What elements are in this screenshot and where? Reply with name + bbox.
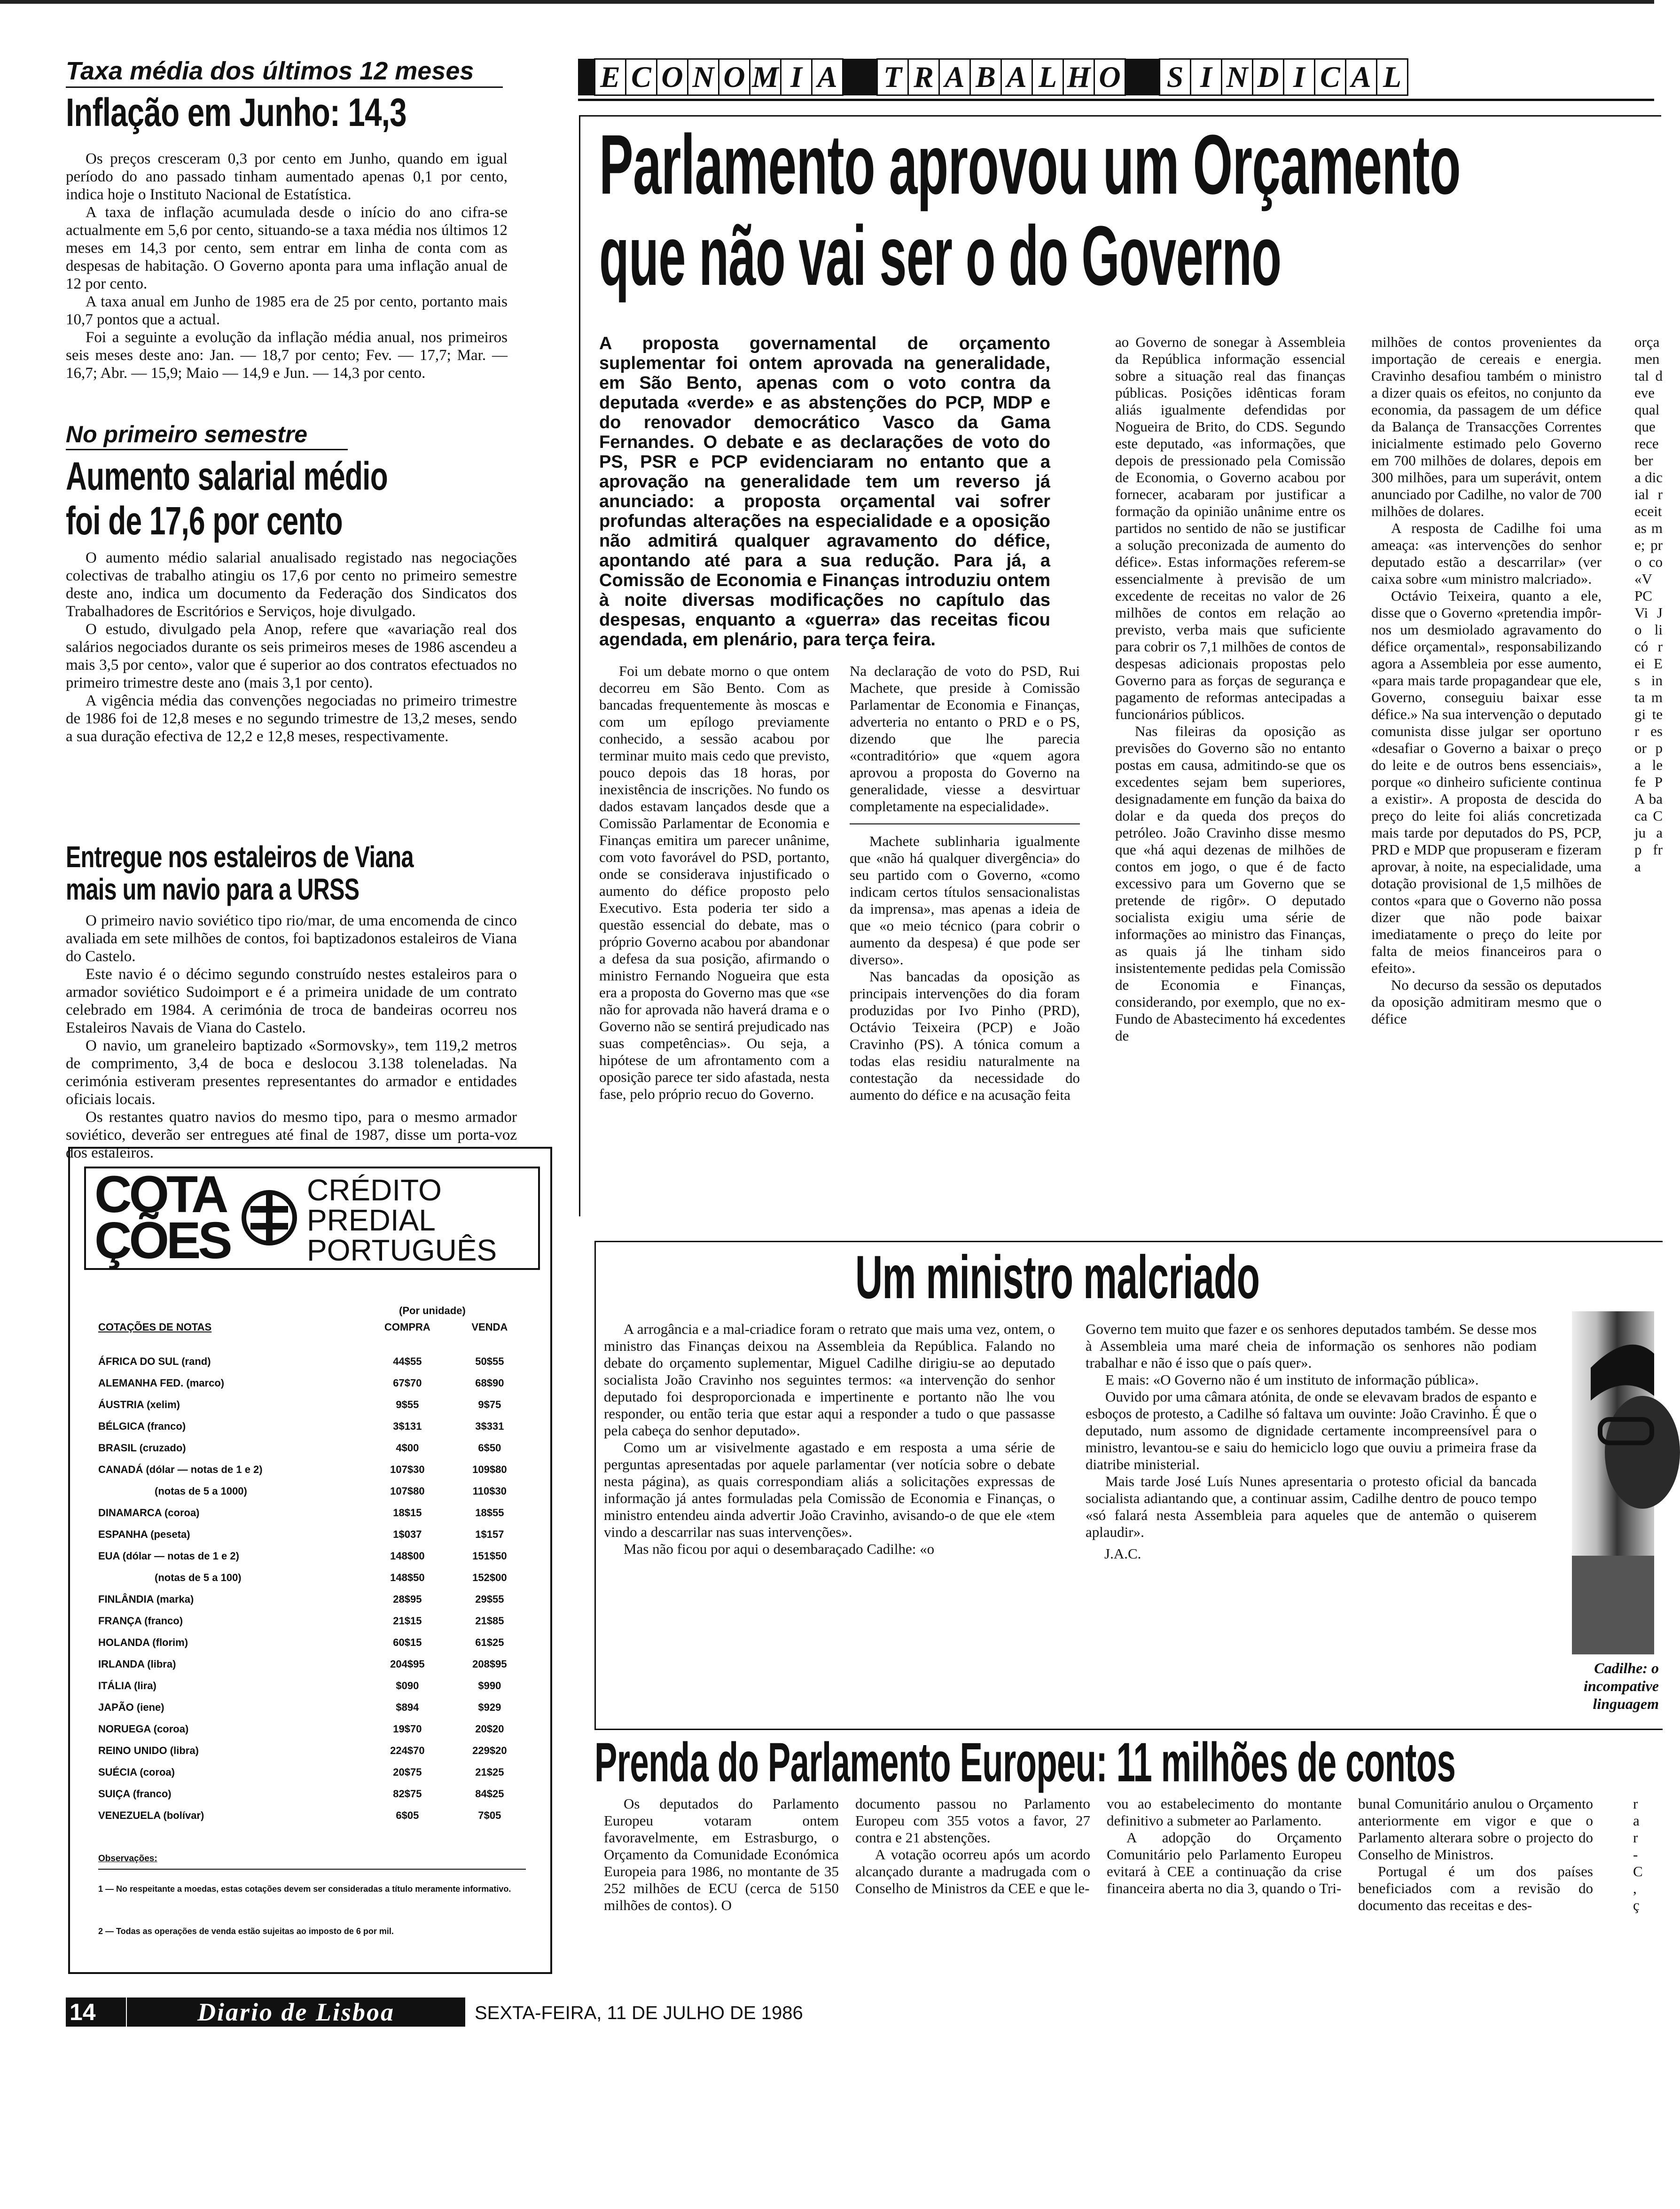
cell-buy: 28$95 <box>393 1593 422 1605</box>
banner-rule <box>578 99 1654 101</box>
cell-sell: 29$55 <box>475 1593 504 1605</box>
banner-letter: B <box>971 58 1002 96</box>
table-row <box>98 1631 526 1653</box>
europe-col-1 <box>604 1795 839 1914</box>
paragraph: Foi a seguinte a evolução da inflação média anual, nos primeiros seis meses deste ano: Jan. — 18,7 por cento; Fev. — 17,7; Mar. — 16,7; Abr. — 15,9; Maio — 14,9 e Jun. — 14,3 por cento. <box>66 329 508 382</box>
ship-article <box>66 841 517 1162</box>
main-headline-2: que não vai ser o do Governo <box>599 209 1281 303</box>
ministro-col-1 <box>604 1321 1055 1558</box>
banner-letter: H <box>1064 58 1095 96</box>
banner-separator <box>1126 59 1159 95</box>
inflation-body <box>66 150 508 382</box>
paragraph: A taxa anual em Junho de 1985 era de 25 por cento, portanto mais 10,7 pontos que a actual. <box>66 293 508 328</box>
paragraph: Como um ar visivelmente agastado e em resposta a uma série de perguntas apresentadas por aquele parlamentar (ver notícia sobre o debate nesta página), as quais correspondiam aliás a solicitações expressas de informação já antes formuladas pela Comissão de Economia e Finanças, o ministro entendeu ainda advertir João Cravinho, avisando-o de que ele «tem vindo a descarrilar nas suas intervenções». <box>604 1439 1055 1540</box>
table-row <box>98 1372 526 1394</box>
cell-sell: 3$331 <box>475 1420 504 1432</box>
ship-headline-2: mais um navio para a URSS <box>66 872 359 906</box>
paragraph: O aumento médio salarial anualisado registado nas negociações colectivas de trabalho atingiu os 17,6 por cento no primeiro semestre deste ano, indica um documento da Federação dos Sindicatos dos Trabalhadores de Escritórios e Serviços, hoje divulgado. <box>66 549 517 620</box>
cell-buy: $090 <box>396 1679 419 1692</box>
banner-letter: L <box>1033 58 1064 96</box>
cell-sell: 21$25 <box>475 1766 504 1778</box>
cell-name: ÁUSTRIA (xelim) <box>98 1398 180 1410</box>
cell-buy: 82$75 <box>393 1787 422 1800</box>
caption-line: incompative <box>1584 1677 1659 1694</box>
cell-name: DINAMARCA (coroa) <box>98 1506 200 1519</box>
table-row <box>98 1545 526 1567</box>
paragraph: Mais tarde José Luís Nunes apresentaria o protesto oficial da bancada socialista adiantando que, a continuar assim, Cadilhe dentro de pouco tempo «só falará nesta Assembleia para aqueles que de antemão o quiserem aplaudir». <box>1086 1473 1537 1540</box>
cell-buy: 107$80 <box>390 1485 425 1497</box>
cell-sell: 151$50 <box>472 1550 507 1562</box>
cell-name: NORUEGA (coroa) <box>98 1723 189 1735</box>
table-row <box>98 1761 526 1783</box>
ministro-col-2 <box>1086 1321 1537 1562</box>
banner-letter: T <box>876 58 909 96</box>
banner-word <box>594 58 844 96</box>
salary-headline-1: Aumento salarial médio <box>66 454 388 498</box>
cell-name: ALEMANHA FED. (marco) <box>98 1377 225 1389</box>
cell-buy: 20$75 <box>393 1766 422 1778</box>
cell-name: VENEZUELA (bolívar) <box>98 1809 204 1821</box>
cell-name: (notas de 5 a 100) <box>155 1571 242 1583</box>
cell-buy: 18$15 <box>393 1506 422 1519</box>
banner-letter: A <box>813 58 844 96</box>
cell-name: (notas de 5 a 1000) <box>155 1485 247 1497</box>
caption-line: linguagem <box>1593 1695 1659 1712</box>
banner-letter: I <box>1284 58 1315 96</box>
salary-kicker: No primeiro semestre <box>66 421 308 447</box>
cotacoes-box <box>68 1147 552 1974</box>
cell-name: ITÁLIA (lira) <box>98 1679 156 1692</box>
cell-name: IRLANDA (libra) <box>98 1658 176 1670</box>
cell-sell: 21$85 <box>475 1614 504 1627</box>
banner-letter: L <box>1377 58 1408 96</box>
cell-name: ESPANHA (peseta) <box>98 1528 190 1540</box>
cotacoes-title-1: COTA <box>94 1166 226 1223</box>
banner-letter: S <box>1159 58 1191 96</box>
paragraph: Mas não ficou por aqui o desembaraçado Cadilhe: «o <box>624 1541 935 1557</box>
cell-buy: $894 <box>396 1701 419 1713</box>
main-col-a <box>599 663 829 1103</box>
banner-letter: C <box>626 58 657 96</box>
banner-separator <box>844 59 876 95</box>
paragraph: Os deputados do Parlamento Europeu votaram ontem favoravelmente, em Estrasburgo, o Orçamento da Comunidade Económica Europeia para 1986, no montante de 35 252 milhões de ECU (cerca de 5150 milhões de contos). O <box>604 1795 839 1913</box>
table-row <box>98 1653 526 1675</box>
banner-letter: N <box>688 58 719 96</box>
column-rule <box>850 823 1080 824</box>
banner-letter: A <box>1346 58 1377 96</box>
page-number: 14 <box>66 1998 126 2027</box>
banner-letter: O <box>719 58 750 96</box>
cell-sell: 7$05 <box>478 1809 501 1821</box>
cell-sell: 6$50 <box>478 1441 501 1454</box>
cell-name: FINLÂNDIA (marka) <box>98 1593 194 1605</box>
cell-buy: 3$131 <box>393 1420 422 1432</box>
banner-word <box>876 58 1126 96</box>
paragraph: vou ao estabelecimento do montante definitivo a submeter ao Parlamento. <box>1107 1795 1342 1829</box>
cell-sell: $929 <box>478 1701 501 1713</box>
cell-sell: 61$25 <box>475 1636 504 1648</box>
banner-letter: A <box>940 58 971 96</box>
europe-col-3 <box>1107 1795 1342 1897</box>
cell-sell: 9$75 <box>478 1398 501 1410</box>
cell-buy: 6$05 <box>396 1809 419 1821</box>
cell-buy: 204$95 <box>390 1658 425 1670</box>
paragraph: A votação ocorreu após um acordo alcançado durante a madrugada com o Conselho de Ministros da CEE e que le- <box>855 1846 1090 1896</box>
paragraph: Os restantes quatro navios do mesmo tipo, para o mesmo armador soviético, deverão ser entregues até final de 1987, disse um porta-voz dos estaleiros. <box>66 1109 517 1161</box>
table-row <box>98 1415 526 1437</box>
masthead-logo: Diario de Lisboa <box>127 1998 465 2027</box>
table-row <box>98 1588 526 1610</box>
cell-name: HOLANDA (florim) <box>98 1636 188 1648</box>
main-lead: A proposta governamental de orçamento suplementar foi ontem aprovada na generalidade, em São Bento, apenas com o voto contra da deputada «verde» e as abstenções do PCP, MDP e do renovador democrático Vasco da Gama Fernandes. O debate e as declarações de voto do PS, PSR e PCP evidenciaram no entanto que a aprovação na generalidade tem um reverso já anunciado: a proposta orçamental vai sofrer profundas alterações na especialidade e a oposição não admitirá qualquer agravamento do défice, apontando até para a sua redução. Para já, a Comissão de Economia e Finanças introduziu ontem à noite diversas modificações no capítulo das despesas, enquanto a «guerra» das receitas ficou agendada, em plenário, para terça feira. <box>599 334 1050 650</box>
paragraph: A arrogância e a mal-criadice foram o retrato que mais uma vez, ontem, o ministro das Finanças deixou na Assembleia da República. Falando no debate do orçamento suplementar, Miguel Cadilhe dirigiu-se ao deputado socialista João Cravinho nos seguintes termos: «a intervenção do senhor deputado foi desproporcionada e impertinente e portanto não lhe vou responder, ou então teria que estar aqui a responder a tudo o que passasse pela cabeça do senhor deputado». <box>604 1321 1055 1439</box>
paragraph: Octávio Teixeira, quanto a ele, disse que o Governo «pretendia impôr-nos um desmiolado agravamento do défice orçamental», responsabilizando agora a Assembleia por esse aumento, «para mais tarde propagandear que ele, Governo, conseguiu baixar esse défice.» Na sua intervenção o deputado comunista disse julgar ser oportuno «desafiar o Governo a baixar o preço do leite e de outros bens essenciais», porque «o dinheiro suficiente continua a existir». A proposta de descida do preço do leite foi aliás concretizada mais tarde por deputados do PS, PCP, PRD e MDP que propuseram e fizeram aprovar, à noite, na especialidade, uma dotação provisional de 1,5 milhões de contos «para que o Governo não possa dizer que não pode baixar imediatamente o preço do leite por falta de meios financeiros para o efeito». <box>1371 588 1602 976</box>
per-unit-label: (Por unidade) <box>399 1305 466 1316</box>
footer <box>66 1998 1006 2030</box>
banner-letter: I <box>1191 58 1222 96</box>
cell-name: BRASIL (cruzado) <box>98 1441 186 1454</box>
photo-caption <box>1565 1659 1659 1713</box>
inflation-kicker: Taxa média dos últimos 12 meses <box>66 57 474 85</box>
col-header-sell: VENDA <box>471 1321 508 1333</box>
table-row <box>98 1675 526 1696</box>
cell-sell: 152$00 <box>472 1571 507 1583</box>
banner-letter: E <box>594 58 626 96</box>
paragraph: A taxa de inflação acumulada desde o início do ano cifra-se actualmente em 5,6 por cento, situando-se a taxa média nos últimos 12 meses em 14,3 por cento, sem entrar em linha de conta com as despesas de habitação. O Governo aponta para uma inflação anual de 12 por cento. <box>66 204 508 292</box>
cell-name: JAPÃO (iene) <box>98 1701 164 1713</box>
cell-name: REINO UNIDO (libra) <box>98 1744 199 1756</box>
paragraph: A vigência média das convenções negociadas no primeiro trimestre de 1986 foi de 12,8 meses e no segundo trimestre de 13,2 meses, sendo a sua duração efectiva de 12,2 e 12,8 meses, respectivamente. <box>66 692 517 745</box>
cell-sell: $990 <box>478 1679 501 1692</box>
banner-letter: N <box>1222 58 1253 96</box>
table-row <box>98 1480 526 1502</box>
table-row <box>98 1394 526 1415</box>
cell-buy: 9$55 <box>396 1398 419 1410</box>
cell-sell: 109$80 <box>472 1463 507 1475</box>
notes-title: Observações: <box>98 1854 157 1864</box>
paragraph: Foi um debate morno o que ontem decorreu em São Bento. Com as bancadas frequentemente às moscas e com um epílogo previamente conhecido, a sessão acabou por terminar muito mais cedo que previsto, pouco depois das 18 horas, por inexistência de inscrições. No fundo os dados estavam lançados desde que a Comissão Parlamentar de Economia e Finanças emitira um parecer unânime, com voto favorável do PSD, portanto, onde se considerava injustificado o aumento do défice proposto pelo Executivo. Esta poderia ter sido a questão essencial do debate, mas o próprio Governo acabou por abandonar a defesa da sua posição, afirmando o ministro Fernando Nogueira que esta era a proposta do Governo mas que «se não for aprovada não haverá drama e o Governo não se sentirá prejudicado nas suas competências». Ou seja, a hipótese de um afrontamento com a oposição parece ter sido afastada, nesta fase, pelo próprio recuo do Governo. <box>599 663 829 1102</box>
cell-buy: 4$00 <box>396 1441 419 1454</box>
table-row <box>98 1437 526 1458</box>
table-row <box>98 1458 526 1480</box>
table-row <box>98 1610 526 1631</box>
banner-separator <box>578 59 594 95</box>
paragraph: Ouvido por uma câmara atónita, de onde se elevavam brados de espanto e esboços de protesto, a Cadilhe só faltava um ouvinte: João Cravinho. É que o deputado, num assomo de dignidade certamente incompreensível para o ministro, levantou-se e saiu do hemiciclo logo que ouviu a primeira frase da diatribe ministerial. <box>1086 1388 1537 1473</box>
paragraph: Portugal é um dos países beneficiados com a revisão do documento das receitas e des- <box>1358 1863 1593 1913</box>
inflation-article <box>66 56 508 382</box>
cell-name: CANADÁ (dólar — notas de 1 e 2) <box>98 1463 263 1475</box>
cell-sell: 68$90 <box>475 1377 504 1389</box>
main-col-e-cut <box>1634 334 1663 1180</box>
bank-logo-icon <box>241 1183 297 1253</box>
cell-name: BÉLGICA (franco) <box>98 1420 186 1432</box>
paragraph: milhões de contos provenientes da importação de cereais e energia. Cravinho desafiou também o ministro a dizer quais os efeitos, no conjunto da economia, da passagem de um défice da Balança de Transacções Correntes inicialmente estimado pelo Governo em 700 milhões de dolares, depois em 300 milhões, para um superávit, ontem anunciado por Cadilhe, no valor de 700 milhões de dolares. <box>1371 334 1602 519</box>
banner-letter: M <box>750 58 781 96</box>
portrait-icon <box>1572 1311 1654 1654</box>
cadilhe-photo <box>1572 1311 1654 1654</box>
paragraph: O navio, um graneleiro baptizado «Sormovsky», tem 119,2 metros de comprimento, 3,4 de boca e deslocou 3.138 toleneladas. Na cerimónia estiveram presentes representantes do armador e entidades oficiais locais. <box>66 1037 517 1108</box>
bank-name-1: CRÉDITO <box>307 1173 442 1207</box>
cell-name: FRANÇA (franco) <box>98 1614 183 1627</box>
europe-col-4 <box>1358 1795 1593 1914</box>
paragraph: Na declaração de voto do PSD, Rui Machete, que preside à Comissão Parlamentar de Economia e Finanças, adverteria no entanto o PRD e o PS, dizendo que lhe parecia «contraditório» que «quem agora aprovou a proposta do Governo na generalidade, viesse a desvirtuar completamente na especialidade». <box>850 663 1080 815</box>
cotacoes-banner <box>84 1167 540 1270</box>
paragraph: Este navio é o décimo segundo construído nestes estaleiros para o armador soviético Sudoimport e é a primeira unidade de um contrato celebrado em 1984. A cerimónia de troca de bandeiras ocorreu nos Estaleiros Navais de Viana do Castelo. <box>66 966 517 1036</box>
main-col-b <box>850 663 1080 1104</box>
paragraph: E mais: «O Governo não é um instituto de informação pública». <box>1105 1371 1479 1388</box>
salary-body <box>66 549 517 745</box>
banner-letter: D <box>1253 58 1284 96</box>
signature: J.A.C. <box>1104 1545 1141 1562</box>
table-row <box>98 1350 526 1372</box>
bank-name-2: PREDIAL <box>307 1203 436 1237</box>
banner-letter: C <box>1315 58 1346 96</box>
paragraph: ao Governo de sonegar à Assembleia da República informação essencial sobre a situação real das finanças públicas. Posições idênticas foram aliás igualmente defendidas por Nogueira de Brito, do CDS. Segundo este deputado, «as informações, que depois de pressionado pela Comissão de Economia, o Governo acabou por fornecer, acabaram por justificar a formação da opinião unânime entre os partidos no sentido de não se justificar a solução preconizada de aumento do défice». Estas informações referem-se essencialmente à previsão de um excedente de receitas no valor de 26 milhões de contos em relação ao previsto, verba mais que suficiente para cobrir os 7,1 milhões de contos de despesas adicionais propostas pelo Governo para as forças de segurança e pagamento de reformas antecipadas a funcionários públicos. <box>1115 334 1345 722</box>
salary-article <box>66 421 517 745</box>
main-col-c <box>1115 334 1345 1044</box>
ministro-headline: Um ministro malcriado <box>855 1243 1260 1311</box>
main-col-d <box>1371 334 1602 1027</box>
cell-sell: 1$157 <box>475 1528 504 1540</box>
table-row <box>98 1739 526 1761</box>
cell-buy: 148$50 <box>390 1571 425 1583</box>
cell-name: ÁFRICA DO SUL (rand) <box>98 1355 211 1367</box>
note-2: 2 — Todas as operações de venda estão sujeitas ao imposto de 6 por mil. <box>98 1927 394 1936</box>
paragraph: Nas bancadas da oposição as principais intervenções do dia foram produzidas por Ivo Pinho (PRD), Octávio Teixeira (PCP) e João Cravinho (PS). A tónica comum a todas elas residiu naturalmente na contestação da necessidade do aumento do défice e na acusação feita <box>850 968 1080 1103</box>
paragraph: Governo tem muito que fazer e os senhores deputados também. Se desse mos à Assembleia uma maré cheia de informação os senhores não podiam trabalhar e não é isso que o país quer». <box>1086 1321 1537 1371</box>
exchange-table <box>98 1320 526 1826</box>
table-row <box>98 1696 526 1718</box>
cell-sell: 84$25 <box>475 1787 504 1800</box>
paragraph: No decurso da sessão os deputados da oposição admitiram mesmo que o défice <box>1371 977 1602 1027</box>
banner-word <box>1159 58 1408 96</box>
cell-sell: 18$55 <box>475 1506 504 1519</box>
note-1: 1 — No respeitante a moedas, estas cotações devem ser consideradas a título meramente informativo. <box>98 1884 511 1894</box>
paragraph: Nas fileiras da oposição as previsões do Governo são no entanto postas em causa, admitindo-se que os excedentes sejam bem superiores, designadamente em função da baixa do dolar e da queda dos preços do petróleo. João Cravinho disse mesmo que «há aqui dezenas de milhões de contos em jogo, o que é de facto excessivo para um Governo que se pretende de rigôr». O deputado socialista exigiu uma série de informações ao ministro das Finanças, as quais já lhe tinham sido insistentemente pedidas pela Comissão de Economia e Finanças, considerando, por exemplo, que no ex-Fundo de Abastecimento há excedentes de <box>1115 723 1345 1044</box>
table-row <box>98 1502 526 1523</box>
banner-letter: O <box>657 58 688 96</box>
cell-name: EUA (dólar — notas de 1 e 2) <box>98 1550 239 1562</box>
main-headline-1: Parlamento aprovou um Orçamento <box>599 118 1461 212</box>
notes-rule <box>98 1869 526 1870</box>
cell-buy: 1$037 <box>393 1528 422 1540</box>
col-header-name: COTAÇÕES DE NOTAS <box>98 1321 212 1333</box>
issue-date: SEXTA-FEIRA, 11 DE JULHO DE 1986 <box>475 2003 803 2023</box>
cell-name: SUÉCIA (coroa) <box>98 1766 175 1778</box>
col-header-buy: COMPRA <box>384 1321 430 1333</box>
banner-letter: R <box>909 58 940 96</box>
cell-name: SUIÇA (franco) <box>98 1787 172 1800</box>
cell-sell: 110$30 <box>472 1485 507 1497</box>
ship-headline-1: Entregue nos estaleiros de Viana <box>66 840 414 874</box>
paragraph: bunal Comunitário anulou o Orçamento anteriormente em vigor e que o Parlamento alterara sobre o projecto do Conselho de Ministros. <box>1358 1795 1593 1863</box>
caption-line: Cadilhe: o <box>1594 1660 1659 1676</box>
banner-letter: I <box>781 58 813 96</box>
table-row <box>98 1718 526 1739</box>
cell-buy: 107$30 <box>390 1463 425 1475</box>
europe-headline: Prenda do Parlamento Europeu: 11 milhões de contos <box>594 1731 1456 1794</box>
cell-sell: 208$95 <box>472 1658 507 1670</box>
bank-name-3: PORTUGUÊS <box>307 1233 497 1267</box>
paragraph: A resposta de Cadilhe foi uma ameaça: «as intervenções do senhor deputado estão a descarrilar» (ver caixa sobre «um ministro malcriado». <box>1371 520 1602 587</box>
table-row <box>98 1783 526 1804</box>
salary-headline-2: foi de 17,6 por cento <box>66 499 343 543</box>
cell-sell: 229$20 <box>472 1744 507 1756</box>
paragraph: Os preços cresceram 0,3 por cento em Junho, quando em igual período do ano passado tinham aumentado apenas 0,1 por cento, indica hoje o Instituto Nacional de Estatística. <box>66 150 508 203</box>
cell-sell: 50$55 <box>475 1355 504 1367</box>
top-rule <box>0 0 1654 4</box>
cell-buy: 148$00 <box>390 1550 425 1562</box>
paragraph: O estudo, divulgado pela Anop, refere que «avariação real dos salários negociados durante os seis primeiros meses de 1986 ascendeu a mais 3,5 por cento», valor que é superior ao dos contratos efectuados no primeiro trimestre deste ano (mais 3,1 por cento). <box>66 621 517 691</box>
cell-buy: 44$55 <box>393 1355 422 1367</box>
paragraph: Machete sublinharia igualmente que «não há qualquer divergência» do seu partido com o Governo, «como indicam certos títulos sensacionalistas da imprensa», mas apenas a ideia de que «o meio técnico (para cobrir o aumento da despesa) é que pode ser diverso». <box>850 833 1080 968</box>
inflation-headline: Inflação em Junho: 14,3 <box>66 90 406 134</box>
banner-letter: A <box>1002 58 1033 96</box>
banner-letter: O <box>1095 58 1126 96</box>
europe-col-5-cut: r a r - C , ç <box>1633 1795 1643 1913</box>
cell-buy: 224$70 <box>390 1744 425 1756</box>
cell-buy: 21$15 <box>393 1614 422 1627</box>
kicker-rule <box>66 449 348 450</box>
paragraph: documento passou no Parlamento Europeu com 355 votos a favor, 27 contra e 21 abstenções. <box>855 1795 1090 1846</box>
europe-col-2 <box>855 1795 1090 1897</box>
ship-body <box>66 912 517 1162</box>
table-row <box>98 1567 526 1588</box>
section-banner <box>578 55 1659 99</box>
cell-buy: 60$15 <box>393 1636 422 1648</box>
cell-sell: 20$20 <box>475 1723 504 1735</box>
table-row <box>98 1804 526 1826</box>
paragraph: A adopção do Orçamento Comunitário pelo Parlamento Europeu evitará à CEE a continuação da crise financeira aberta no dia 3, quando o Tri- <box>1107 1829 1342 1896</box>
paragraph: O primeiro navio soviético tipo rio/mar, de uma encomenda de cinco avaliada em sete milhões de contos, foi baptizadonos estaleiros de Viana do Castelo. <box>66 912 517 965</box>
cell-buy: 19$70 <box>393 1723 422 1735</box>
kicker-rule <box>66 86 503 88</box>
cell-buy: 67$70 <box>393 1377 422 1389</box>
table-row <box>98 1523 526 1545</box>
paragraph: orçamental deve qual que receber a dicial receitas me; pro co «V PC Vi Jo li có rei Es in ta m gi ter es or pa le fe P A ba ca C ju a p fr a <box>1634 334 1663 875</box>
cotacoes-title-2: ÇÕES <box>94 1212 230 1269</box>
